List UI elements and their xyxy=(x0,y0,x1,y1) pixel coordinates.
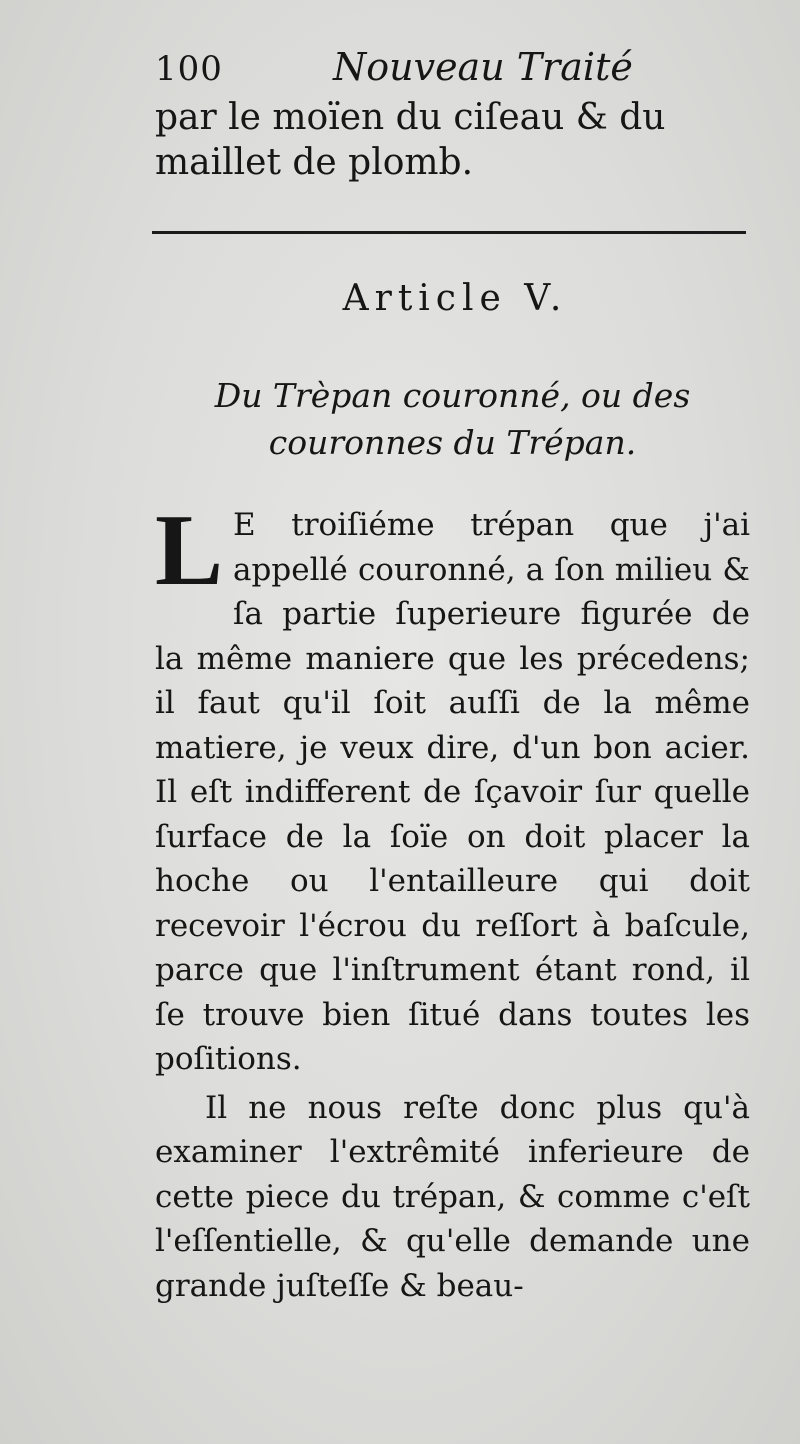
paragraph-1 xyxy=(155,494,750,1082)
article-heading: Article V. xyxy=(342,278,568,319)
page-number: 100 xyxy=(155,49,223,89)
carry-over-text: par le moïen du ciſeau & du maillet de plomb. xyxy=(155,97,666,183)
drop-cap: L xyxy=(155,494,224,607)
page-header xyxy=(155,45,755,95)
running-title: Nouveau Traité xyxy=(333,45,633,89)
section-divider xyxy=(152,231,746,234)
paragraph-2: Il ne nous reſte donc plus qu'à examiner l'extrêmité inferieure de cette piece du trépan, & comme c'eſt l'eſſentielle, & qu'elle demande une grande juſteſſe & beau- xyxy=(155,1089,750,1304)
paragraph-1-text: E troiſiéme trépan que j'ai appellé couronné, a ſon milieu & ſa partie ſuperieure figurée de la même maniere que les précedens; il faut qu'il ſoit auſſi de la même matiere, je veux dire, d'un bon acier. Il eſt indifferent de ſçavoir ſur quelle ſurface de la ſoïe on doit placer la hoche ou l'entailleure qui doit recevoir l'écrou du reſſort à baſcule, parce que l'inſtrument étant rond, il ſe trouve bien ſitué dans toutes les poſitions. xyxy=(155,507,750,1077)
body-text xyxy=(155,494,750,1308)
section-title: Du Trèpan couronné, ou des couronnes du Trépan. xyxy=(214,376,691,462)
